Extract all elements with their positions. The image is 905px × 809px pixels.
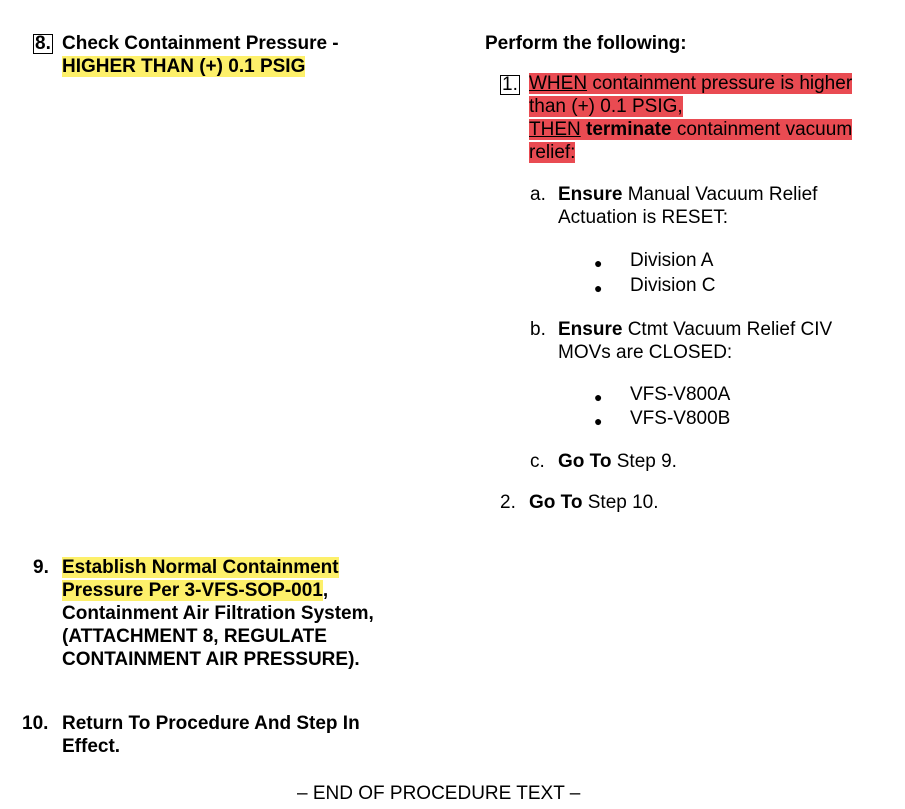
substep-a-letter: a.	[530, 184, 546, 205]
step-8-number: 8.	[35, 33, 51, 54]
division-a-item: Division A	[630, 250, 714, 271]
bullet-icon: ●	[594, 255, 603, 271]
then-keyword: THEN	[529, 119, 581, 140]
division-c-item: Division C	[630, 275, 716, 296]
step-8-title: Check Containment Pressure - HIGHER THAN (+) 0.1 PSIG	[62, 33, 339, 77]
bullet-icon: ●	[594, 413, 603, 429]
substep-2-number: 2.	[500, 492, 516, 513]
substep-b-text: Ensure Ctmt Vacuum Relief CIV MOVs are CLOSED:	[558, 319, 833, 363]
substep-c-text: Go To Step 9.	[558, 451, 677, 472]
substep-2-text: Go To Step 10.	[529, 492, 659, 513]
valve-b-item: VFS-V800B	[630, 408, 731, 429]
step-9-text: Establish Normal Containment Pressure Per 3-VFS-SOP-001, Containment Air Filtration System, (ATTACHMENT 8, REGULATE CONTAINMENT AIR PRESSURE).	[62, 557, 374, 670]
bullet-icon: ●	[594, 280, 603, 296]
substep-c-letter: c.	[530, 451, 545, 472]
step-8-condition: HIGHER THAN (+) 0.1 PSIG	[62, 56, 306, 77]
perform-heading: Perform the following:	[485, 33, 687, 54]
end-of-procedure-footer: – END OF PROCEDURE TEXT –	[297, 783, 581, 804]
substep-b-letter: b.	[530, 319, 546, 340]
substep-a-text: Ensure Manual Vacuum Relief Actuation is RESET:	[558, 184, 818, 228]
step-10-number: 10.	[22, 713, 49, 734]
when-keyword: WHEN	[529, 73, 588, 94]
step-10-text: Return To Procedure And Step In Effect.	[62, 713, 360, 757]
substep-1-number: 1.	[502, 74, 518, 95]
bullet-icon: ●	[594, 389, 603, 405]
valve-a-item: VFS-V800A	[630, 384, 731, 405]
step-9-number: 9.	[33, 557, 49, 578]
substep-1-text: WHEN containment pressure is higher than (+) 0.1 PSIG, THEN terminate containment vacuum relief:	[529, 73, 853, 163]
